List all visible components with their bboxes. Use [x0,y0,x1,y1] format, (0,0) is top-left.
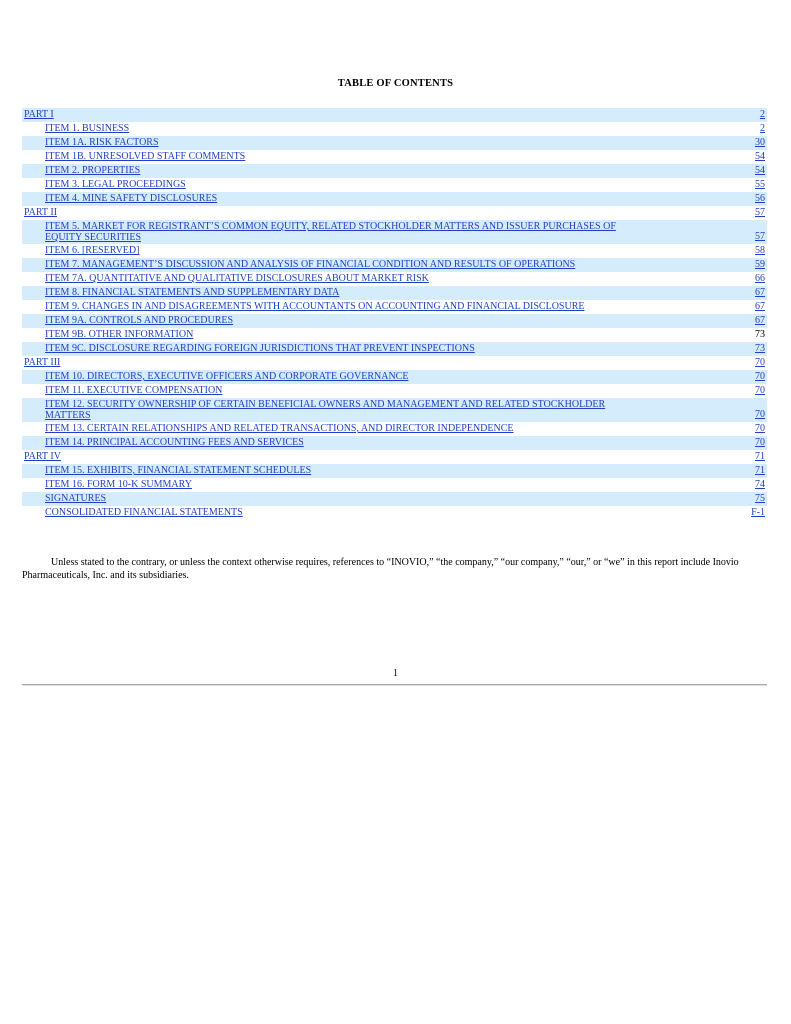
toc-item-row [22,370,767,384]
toc-page-link[interactable]: 57 [755,207,765,218]
toc-entry-link[interactable]: ITEM 7A. QUANTITATIVE AND QUALITATIVE DISCLOSURES ABOUT MARKET RISK [45,273,429,284]
toc-page-link[interactable]: 55 [755,179,765,190]
toc-entry-link[interactable]: PART II [24,207,58,218]
toc-entry-link[interactable]: PART IV [24,451,61,462]
toc-item-row [22,328,767,342]
toc-item-row [22,300,767,314]
toc-item-row [22,150,767,164]
toc-entry-link[interactable]: ITEM 3. LEGAL PROCEEDINGS [45,179,186,190]
toc-page-link[interactable]: 58 [755,245,765,256]
toc-item-row [22,314,767,328]
toc-entry-link[interactable]: ITEM 12. SECURITY OWNERSHIP OF CERTAIN BENEFICIAL OWNERS AND MANAGEMENT AND RELATED STOCKHOLDER MATTERS [45,399,606,421]
toc-item-row [22,492,767,506]
toc-page-link[interactable]: 70 [755,357,765,368]
page-number: 1 [393,668,398,679]
toc-item-row [22,136,767,150]
toc-item-row [22,478,767,492]
toc-item-row [22,244,767,258]
toc-entry-link[interactable]: ITEM 14. PRINCIPAL ACCOUNTING FEES AND SERVICES [45,437,304,448]
toc-page-link[interactable]: 74 [755,479,765,490]
toc-entry-link[interactable]: CONSOLIDATED FINANCIAL STATEMENTS [45,507,243,518]
toc-part-row [22,206,767,220]
toc-item-row [22,192,767,206]
toc-entry-link[interactable]: ITEM 1A. RISK FACTORS [45,137,159,148]
toc-item-row [22,422,767,436]
toc-page-link[interactable]: 54 [755,151,765,162]
toc-entry-link[interactable]: ITEM 5. MARKET FOR REGISTRANT’S COMMON EQUITY, RELATED STOCKHOLDER MATTERS AND ISSUER PURCHASES OF EQUITY SECURITIES [45,221,616,243]
toc-page-link[interactable]: 71 [755,451,765,462]
toc-page-link[interactable]: 70 [755,423,765,434]
toc-entry-link[interactable]: ITEM 16. FORM 10-K SUMMARY [45,479,192,490]
toc-entry-link[interactable]: ITEM 1B. UNRESOLVED STAFF COMMENTS [45,151,246,162]
toc-page-link[interactable]: 66 [755,273,765,284]
toc-entry-link[interactable]: ITEM 11. EXECUTIVE COMPENSATION [45,385,223,396]
toc-entry-link[interactable]: ITEM 7. MANAGEMENT’S DISCUSSION AND ANALYSIS OF FINANCIAL CONDITION AND RESULTS OF OPERATIONS [45,259,576,270]
toc-item-row [22,342,767,356]
toc-page-link: 73 [755,329,765,340]
toc-page-link[interactable]: 2 [760,109,765,120]
toc-item-row [22,164,767,178]
toc-item-row [22,258,767,272]
toc-item-row [22,398,767,422]
toc-page-link[interactable]: 73 [755,343,765,354]
toc-entry-link[interactable]: ITEM 13. CERTAIN RELATIONSHIPS AND RELATED TRANSACTIONS, AND DIRECTOR INDEPENDENCE [45,423,514,434]
toc-part-row [22,108,767,122]
toc-entry-link[interactable]: ITEM 15. EXHIBITS, FINANCIAL STATEMENT SCHEDULES [45,465,312,476]
table-of-contents [22,108,767,520]
toc-page-link[interactable]: 67 [755,315,765,326]
toc-entry-link[interactable]: ITEM 9C. DISCLOSURE REGARDING FOREIGN JURISDICTIONS THAT PREVENT INSPECTIONS [45,343,475,354]
toc-page-link[interactable]: 2 [760,123,765,134]
toc-entry-link[interactable]: ITEM 9A. CONTROLS AND PROCEDURES [45,315,234,326]
toc-entry-link[interactable]: ITEM 9. CHANGES IN AND DISAGREEMENTS WITH ACCOUNTANTS ON ACCOUNTING AND FINANCIAL DISCLOSURE [45,301,585,312]
toc-entry-link[interactable]: ITEM 8. FINANCIAL STATEMENTS AND SUPPLEMENTARY DATA [45,287,340,298]
toc-page-link[interactable]: 67 [755,301,765,312]
toc-entry-link[interactable]: ITEM 4. MINE SAFETY DISCLOSURES [45,193,218,204]
toc-page-link[interactable]: 54 [755,165,765,176]
toc-item-row [22,384,767,398]
toc-item-row [22,178,767,192]
toc-page-link[interactable]: 70 [755,409,765,420]
toc-item-row [22,506,767,520]
toc-item-row [22,220,767,244]
toc-entry-link[interactable]: PART I [24,109,54,120]
toc-entry-link[interactable]: ITEM 1. BUSINESS [45,123,130,134]
toc-item-row [22,286,767,300]
toc-page-link[interactable]: 57 [755,231,765,242]
toc-page-link[interactable]: 67 [755,287,765,298]
toc-page-link[interactable]: F-1 [751,507,765,518]
toc-item-row [22,464,767,478]
toc-page-link[interactable]: 59 [755,259,765,270]
intro-paragraph: Unless stated to the contrary, or unless the context otherwise requires, references to “INOVIO,” “the company,” “our company,” “our,” or “we” in this report include Inovio Pharmaceuticals, Inc. and its subsidiaries. [22,557,739,581]
toc-entry-link[interactable]: SIGNATURES [45,493,107,504]
toc-item-row [22,272,767,286]
toc-page-link[interactable]: 70 [755,437,765,448]
toc-page-link[interactable]: 56 [755,193,765,204]
toc-page-link[interactable]: 30 [755,137,765,148]
toc-entry-link[interactable]: ITEM 6. [RESERVED] [45,245,140,256]
page-divider [22,684,767,686]
toc-entry-link[interactable]: ITEM 2. PROPERTIES [45,165,141,176]
toc-entry-link[interactable]: ITEM 9B. OTHER INFORMATION [45,329,194,340]
toc-item-row [22,436,767,450]
toc-part-row [22,450,767,464]
toc-page-link[interactable]: 70 [755,371,765,382]
toc-entry-link[interactable]: ITEM 10. DIRECTORS, EXECUTIVE OFFICERS AND CORPORATE GOVERNANCE [45,371,409,382]
page-title: TABLE OF CONTENTS [337,78,454,89]
toc-part-row [22,356,767,370]
toc-entry-link[interactable]: PART III [24,357,61,368]
toc-item-row [22,122,767,136]
toc-page-link[interactable]: 75 [755,493,765,504]
toc-page-link[interactable]: 70 [755,385,765,396]
toc-page-link[interactable]: 71 [755,465,765,476]
